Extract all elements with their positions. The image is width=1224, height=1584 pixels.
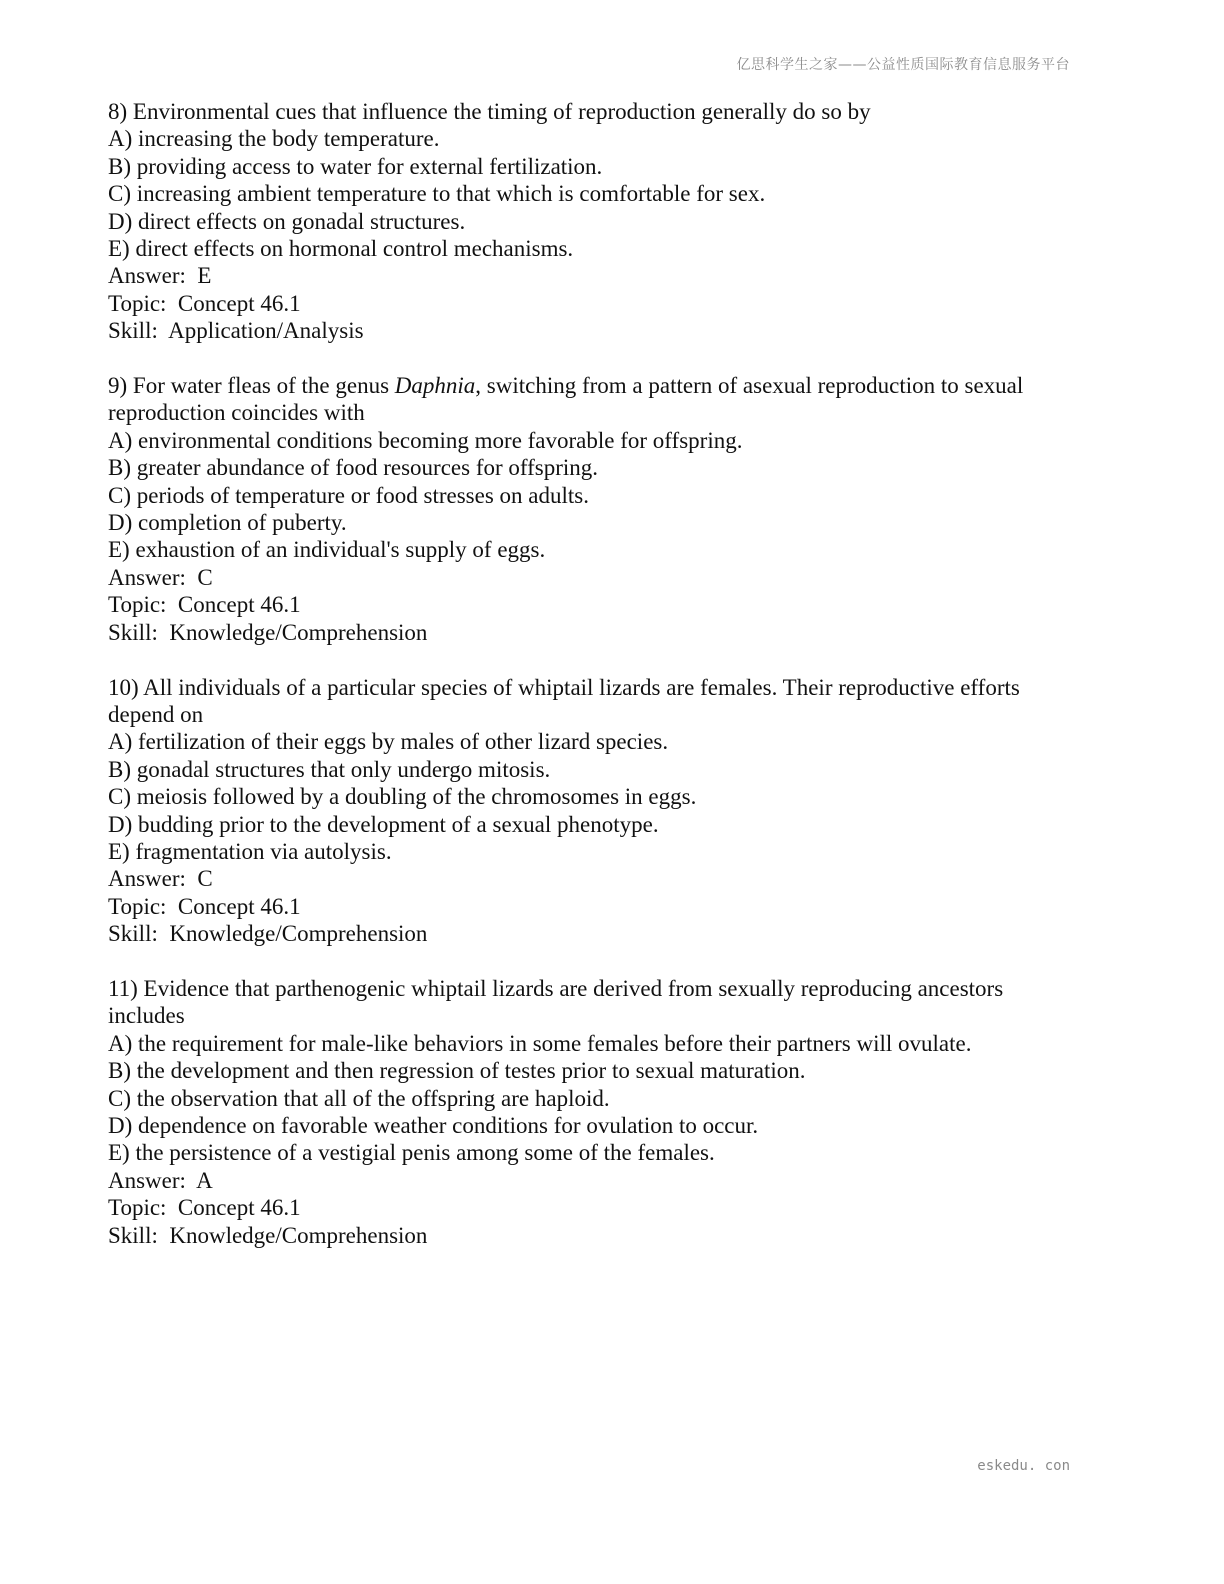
answer-key: Answer: A xyxy=(108,1167,213,1193)
question-stem xyxy=(108,98,1068,125)
answer-option: B) gonadal structures that only undergo mitosis. xyxy=(108,756,551,782)
answer-key: Answer: C xyxy=(108,866,213,892)
topic-label: Topic: Concept 46.1 xyxy=(108,592,301,618)
footer-site-link[interactable]: eskedu. con xyxy=(977,1458,1070,1474)
question-stem-text-after: , switching from a pattern of asexual reproduction to sexual reproduction coincides with xyxy=(108,373,1030,426)
topic-label: Topic: Concept 46.1 xyxy=(108,290,301,316)
answer-option: C) periods of temperature or food stresses on adults. xyxy=(108,482,589,508)
answer-option: E) fragmentation via autolysis. xyxy=(108,838,392,864)
question-stem xyxy=(108,372,1068,427)
question-item xyxy=(108,98,1068,345)
question-item xyxy=(108,372,1068,646)
header-watermark: 亿思科学生之家——公益性质国际教育信息服务平台 xyxy=(736,57,1070,73)
topic-label: Topic: Concept 46.1 xyxy=(108,1195,301,1221)
question-stem-italic: Daphnia xyxy=(394,373,476,399)
question-stem xyxy=(108,975,1068,1030)
skill-label: Skill: Knowledge/Comprehension xyxy=(108,1222,428,1248)
question-list xyxy=(108,98,1068,1276)
question-item xyxy=(108,975,1068,1249)
answer-option: B) the development and then regression of testes prior to sexual maturation. xyxy=(108,1058,806,1084)
answer-option: D) budding prior to the development of a sexual phenotype. xyxy=(108,811,659,837)
answer-option: E) direct effects on hormonal control mechanisms. xyxy=(108,236,574,262)
question-stem-text: 9) For water fleas of the genus xyxy=(108,373,395,399)
skill-label: Skill: Knowledge/Comprehension xyxy=(108,921,428,947)
skill-label: Skill: Knowledge/Comprehension xyxy=(108,619,428,645)
answer-option: A) environmental conditions becoming more favorable for offspring. xyxy=(108,427,743,453)
answer-option: B) greater abundance of food resources for offspring. xyxy=(108,455,599,481)
question-stem xyxy=(108,674,1068,729)
topic-label: Topic: Concept 46.1 xyxy=(108,893,301,919)
question-stem-text: 10) All individuals of a particular species of whiptail lizards are females. Their reproductive efforts depend on xyxy=(108,674,1026,727)
answer-key: Answer: C xyxy=(108,564,213,590)
answer-option: A) the requirement for male-like behaviors in some females before their partners will ovulate. xyxy=(108,1030,972,1056)
answer-option: C) increasing ambient temperature to that which is comfortable for sex. xyxy=(108,181,766,207)
answer-option: D) completion of puberty. xyxy=(108,510,347,536)
answer-option: C) meiosis followed by a doubling of the chromosomes in eggs. xyxy=(108,784,697,810)
question-stem-text: 8) Environmental cues that influence the timing of reproduction generally do so by xyxy=(108,99,871,124)
answer-option: A) increasing the body temperature. xyxy=(108,126,440,152)
answer-option: A) fertilization of their eggs by males of other lizard species. xyxy=(108,729,669,755)
question-item xyxy=(108,674,1068,948)
answer-option: E) exhaustion of an individual's supply of eggs. xyxy=(108,537,546,563)
skill-label: Skill: Application/Analysis xyxy=(108,318,364,344)
answer-option: E) the persistence of a vestigial penis among some of the females. xyxy=(108,1140,715,1166)
answer-option: D) direct effects on gonadal structures. xyxy=(108,208,466,234)
answer-option: C) the observation that all of the offspring are haploid. xyxy=(108,1085,610,1111)
answer-key: Answer: E xyxy=(108,263,212,289)
answer-option: D) dependence on favorable weather conditions for ovulation to occur. xyxy=(108,1112,759,1138)
question-stem-text: 11) Evidence that parthenogenic whiptail lizards are derived from sexually reproducing ancestors includes xyxy=(108,975,1009,1029)
answer-option: B) providing access to water for external fertilization. xyxy=(108,153,603,179)
